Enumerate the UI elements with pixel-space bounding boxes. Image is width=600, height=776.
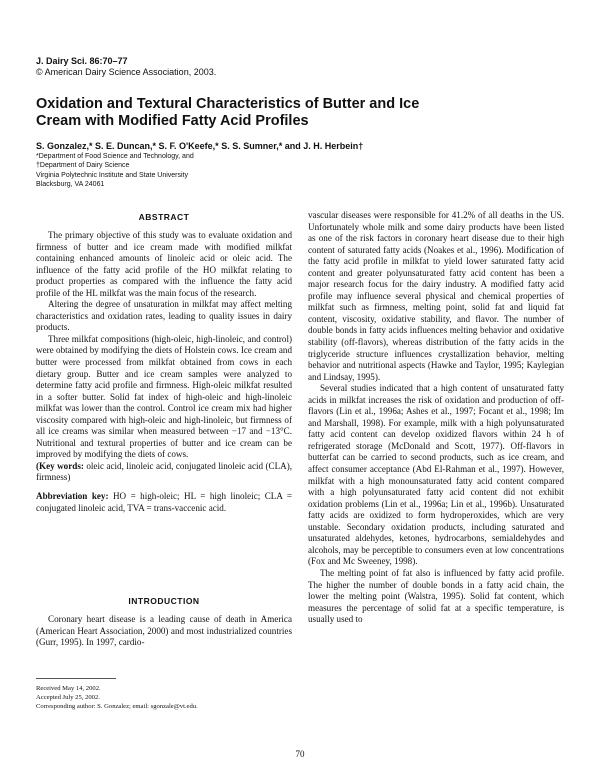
- footnote-received: Received May 14, 2002.: [36, 685, 101, 692]
- page-number: 70: [295, 749, 305, 759]
- footnote-divider: [36, 678, 116, 679]
- introduction-paragraph: The melting point of fat also is influenced by fatty acid profile. The higher the number of double bonds in a fatty acid chain, the lower the melting point (Walstra, 1995). Solid fat content, which measures the percentage of solid fat at a specific temperature, is usually used to: [308, 567, 564, 625]
- abstract-paragraph: The primary objective of this study was to evaluate oxidation and firmness of butter and ice cream made with modified milkfat containing enhanced amounts of linoleic acid or oleic acid. The influence of the fatty acid profile of the HO milkfat relating to product properties as compared with the influence the fatty acid profile of the HL milkfat was the main focus of the research.: [36, 230, 292, 298]
- affiliation-line: Blacksburg, VA 24061: [36, 181, 105, 189]
- footnote-corresponding: Corresponding author: S. Gonzalez; email: sgonzale@vt.edu.: [36, 703, 198, 710]
- affiliations: [36, 152, 194, 190]
- keywords-label: (Key words:: [36, 460, 84, 471]
- paper-title: Oxidation and Textural Characteristics of Butter and Ice Cream with Modified Fatty Acid Profiles: [36, 96, 420, 129]
- journal-header: [36, 56, 216, 78]
- journal-citation: J. Dairy Sci. 86:70–77: [36, 56, 128, 66]
- author-list: S. Gonzalez,* S. E. Duncan,* S. F. O'Keefe,* S. S. Sumner,* and J. H. Herbein†: [36, 141, 364, 151]
- affiliation-line: *Department of Food Science and Technology, and: [36, 153, 194, 160]
- abbreviation-key: [36, 491, 292, 514]
- introduction-heading: INTRODUCTION: [128, 596, 200, 606]
- introduction-paragraph: vascular diseases were responsible for 41.2% of all deaths in the US. Unfortunately whole milk and some dairy products have been listed as one of the risk factors in coronary heart disease due to their high content of saturated fatty acids (Noakes et al., 1996). Modification of the fatty acid profile in milkfat to yield lower saturated fatty acid content and greater polyunsaturated fatty acid content has been a major research focus for the dairy industry. A modified fatty acid profile may influence several physical and chemical properties of milkfat such as firmness, melting point, solid fat and liquid fat content, viscosity, oxidative stability, and flavor. The number of double bonds in fatty acids influences melting behavior and oxidative stability (off-flavors), whereas distribution of the fatty acids in the triglyceride structure influences crystallization behavior, melting behavior and nutritional aspects (Hawke and Taylor, 1995; Kaylegian and Lindsay, 1995).: [308, 210, 564, 382]
- introduction-right: [308, 210, 564, 626]
- introduction-paragraph: Coronary heart disease is a leading cause of death in America (American Heart Association, 2000) and most industrialized countries (Gurr, 1995). In 1997, cardio-: [36, 614, 292, 648]
- abbreviation-text: HO = high-oleic; HL = high linoleic; CLA = conjugated linoleic acid, TVA = trans-vaccenic acid.: [36, 491, 292, 513]
- abstract-paragraph: Altering the degree of unsaturation in milkfat may affect melting characteristics and oxidation rates, leading to quality issues in dairy products.: [36, 299, 292, 333]
- abbreviation-label: Abbreviation key:: [36, 491, 109, 502]
- introduction-paragraph: Several studies indicated that a high content of unsaturated fatty acids in milkfat increases the risk of oxidation and production of off-flavors (Lin et al., 1996a; Ashes et al., 1997; Focant et al., 1998; Im and Marshall, 1998). For example, milk with a high polyunsaturated fatty acid content can develop oxidized flavors within 24 h of refrigerated storage (McDonald and Scott, 1977). Off-flavors in butterfat can be carried to second products, such as ice cream, and affect consumer acceptance (Abd El-Rahman et al., 1997). However, milkfat with a high monounsaturated fatty acid content compared with a high polyunsaturated fatty acid content did not exhibit oxidation problems (Lin et al., 1996a; Lin et al., 1996b). Unsaturated fatty acids are oxidized to form hydroperoxides, which are very unstable. Secondary oxidation products, including saturated and unsaturated aldehydes, ketones, hydrocarbons, semialdehydes and alcohols, may be perceptible to consumers even at low concentrations (Fox and Mc Sweeney, 1998).: [308, 383, 564, 567]
- affiliation-line: Virginia Polytechnic Institute and State University: [36, 171, 189, 179]
- keywords-text: oleic acid, linoleic acid, conjugated linoleic acid (CLA), firmness): [36, 460, 293, 483]
- journal-copyright: © American Dairy Science Association, 2003.: [36, 67, 217, 77]
- affiliation-line: †Department of Dairy Science: [36, 162, 130, 170]
- abstract-heading: ABSTRACT: [138, 212, 190, 222]
- abstract-body: [36, 230, 292, 514]
- footnotes: [36, 684, 198, 711]
- keywords: [36, 461, 292, 484]
- abstract-paragraph: Three milkfat compositions (high-oleic, high-linoleic, and control) were obtained by modifying the diets of Holstein cows. Ice cream and butter were processed from milkfat obtained from cows in each dietary group. Butter and ice cream samples were analyzed to determine fatty acid profile and firmness. High-oleic milkfat resulted in a softer butter. Solid fat index of high-oleic and high-linoleic milkfat was lower than the control. Control ice cream mix had higher viscosity compared with high-oleic and high-linoleic, but firmness of all ice creams was similar when measured between −17 and −13°C. Nutritional and textural properties of butter and ice cream can be improved by modifying the diets of cows.: [36, 333, 292, 460]
- introduction-left: [36, 614, 292, 649]
- footnote-accepted: Accepted July 25, 2002.: [36, 694, 100, 701]
